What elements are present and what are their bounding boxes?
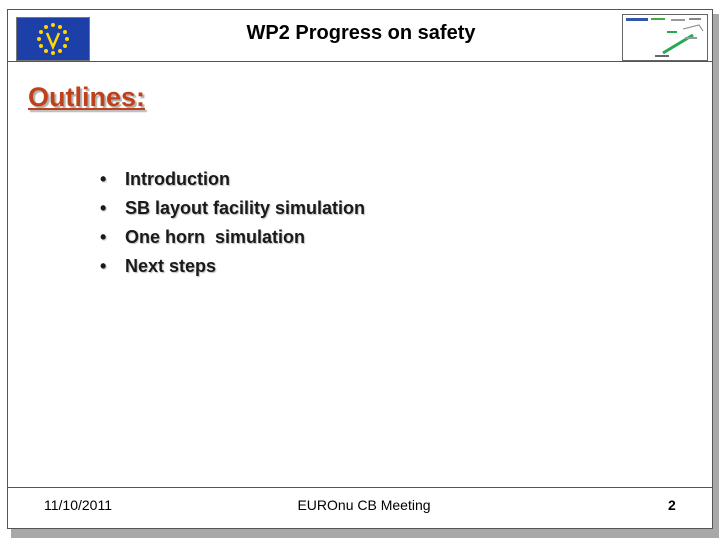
header-divider: [8, 61, 712, 62]
bullet-text: Introduction: [125, 169, 230, 189]
bullet-glyph: •: [100, 227, 107, 247]
bullet-text: One horn simulation: [125, 227, 306, 247]
slide: [7, 9, 713, 529]
bullet-glyph: •: [100, 169, 107, 189]
bullet-text: SB layout facility simulation: [125, 198, 366, 218]
facility-layout-thumbnail-icon: [622, 14, 708, 61]
outline-list: [100, 168, 365, 284]
bullet-text: Next steps: [125, 256, 217, 276]
page-number: 2: [668, 497, 676, 513]
footer-date: 11/10/2011: [44, 497, 112, 513]
outlines-heading: Outlines:: [28, 82, 146, 112]
list-item: [100, 197, 365, 226]
list-item: [100, 255, 365, 284]
list-item: [100, 226, 365, 255]
footer-divider: [8, 487, 712, 488]
bullet-glyph: •: [100, 256, 107, 276]
footer-meeting-name: EUROnu CB Meeting: [297, 497, 431, 513]
bullet-glyph: •: [100, 198, 107, 218]
slide-title: WP2 Progress on safety: [246, 22, 476, 44]
list-item: [100, 168, 365, 197]
